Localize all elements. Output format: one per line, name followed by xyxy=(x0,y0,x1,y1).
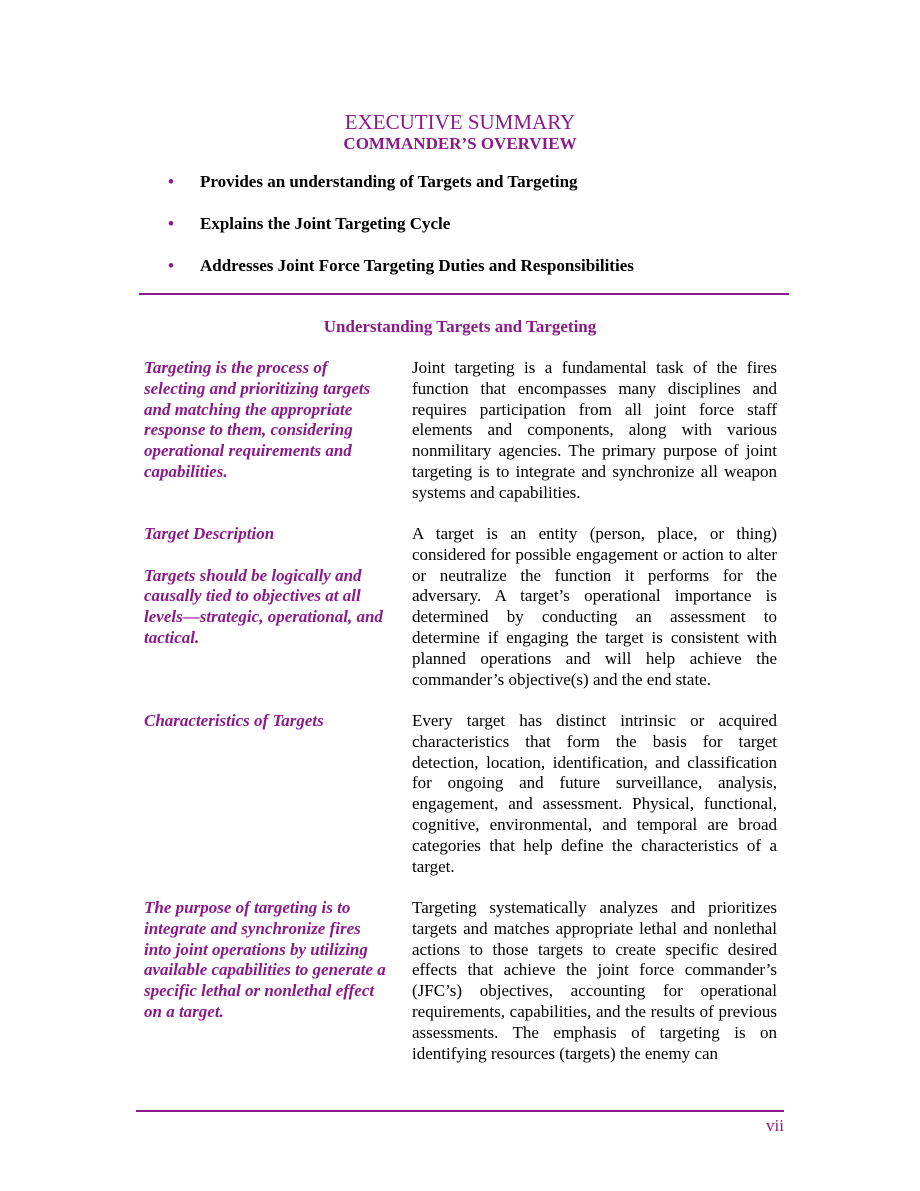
overview-bullet-list xyxy=(168,172,788,298)
section-heading: Understanding Targets and Targeting xyxy=(323,317,597,336)
body-paragraph xyxy=(412,898,777,1064)
sidebar-note xyxy=(144,711,392,732)
sidebar-title: Target Description xyxy=(144,524,275,543)
body-text: Joint targeting is a fundamental task of the fires function that encompasses many disciplines and requires participation from all joint force staff elements and components, along with various nonmilitary agencies. The primary purpose of joint targeting is to integrate and synchronize all weapon systems and capabilities. xyxy=(412,358,777,502)
sidebar-note xyxy=(144,898,392,1023)
sidebar-note xyxy=(144,524,392,649)
bullet-text: Explains the Joint Targeting Cycle xyxy=(200,214,451,233)
bullet-icon: • xyxy=(168,256,174,275)
bullet-icon: • xyxy=(168,214,174,233)
bullet-icon: • xyxy=(168,172,174,191)
body-paragraph xyxy=(412,711,777,877)
page-number: vii xyxy=(766,1116,784,1135)
footer-divider xyxy=(136,1110,784,1112)
body-text: A target is an entity (person, place, or thing) considered for possible engagement or action to alter or neutralize the function it performs for the adversary. A target’s operational importance is determined by conducting an assessment to determine if engaging the target is consistent with planned operations and will help achieve the commander’s objective(s) and the end state. xyxy=(412,524,777,689)
overview-bullet xyxy=(168,172,788,214)
body-text: Targeting systematically analyzes and prioritizes targets and matches appropriate lethal and nonlethal actions to those targets to create specific desired effects that achieve the joint force commander’s (JFC’s) objectives, accounting for operational requirements, capabilities, and the results of previous assessments. The emphasis of targeting is on identifying resources (targets) the enemy can xyxy=(412,898,777,1063)
sidebar-text: Targets should be logically and causally tied to objectives at all levels—strategic, operational, and tactical. xyxy=(144,565,383,647)
page-subtitle: COMMANDER’S OVERVIEW xyxy=(343,134,577,153)
section-divider xyxy=(139,293,789,295)
sidebar-text: The purpose of targeting is to integrate and synchronize fires into joint operations by utilizing available capabilities to generate a specific lethal or nonlethal effect on a target. xyxy=(144,898,386,1021)
sidebar-note xyxy=(144,358,392,483)
body-text: Every target has distinct intrinsic or acquired characteristics that form the basis for target detection, location, identification, and classification for ongoing and future surveillance, analysis, engagement, and assessment. Physical, functional, cognitive, environmental, and temporal are broad categories that help define the characteristics of a target. xyxy=(412,711,777,876)
bullet-text: Addresses Joint Force Targeting Duties and Responsibilities xyxy=(200,256,634,275)
sidebar-title: Characteristics of Targets xyxy=(144,711,324,730)
body-paragraph xyxy=(412,524,777,690)
sidebar-text: Targeting is the process of selecting and prioritizing targets and matching the appropriate response to them, considering operational requirements and capabilities. xyxy=(144,358,371,481)
body-paragraph xyxy=(412,358,777,504)
overview-bullet xyxy=(168,256,788,298)
page-title: EXECUTIVE SUMMARY xyxy=(344,110,576,134)
overview-bullet xyxy=(168,214,788,256)
bullet-text: Provides an understanding of Targets and Targeting xyxy=(200,172,578,191)
